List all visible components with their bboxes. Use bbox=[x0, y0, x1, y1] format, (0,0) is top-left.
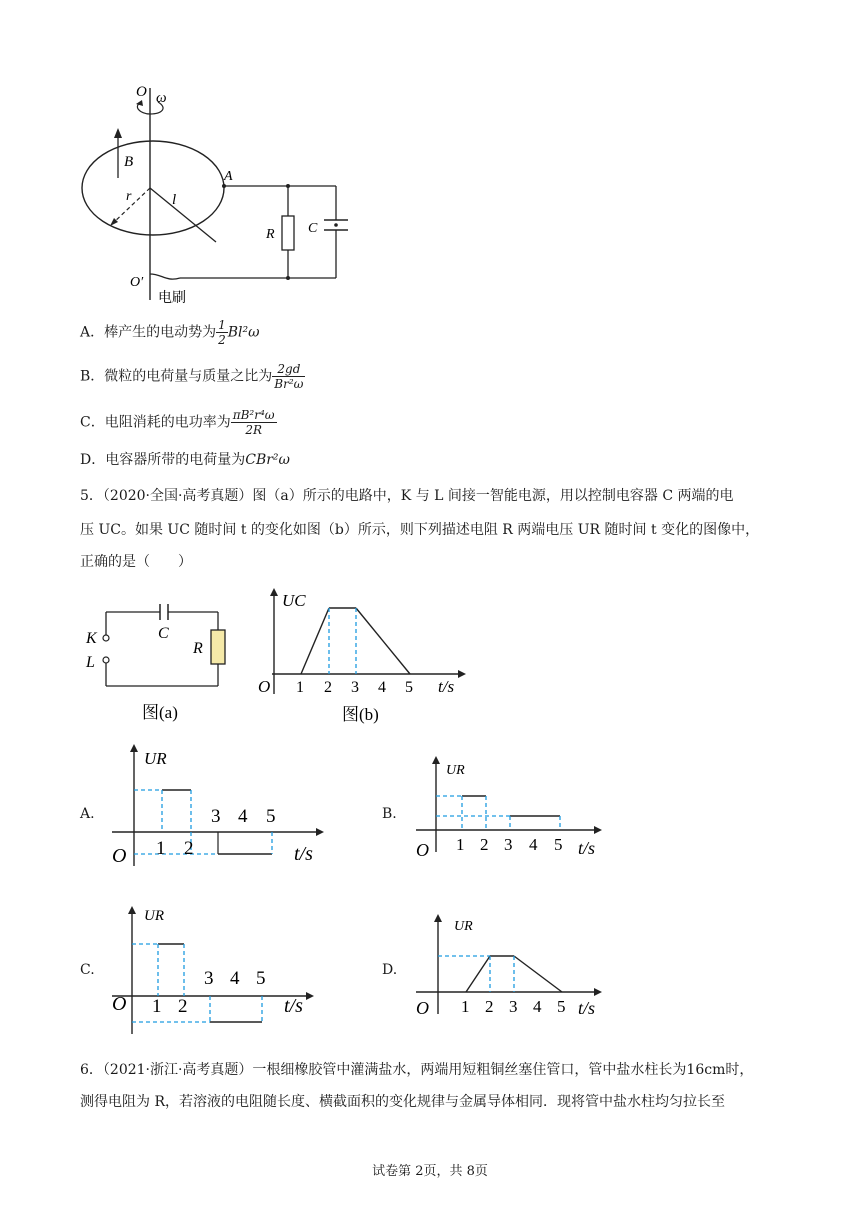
option-a-text: A．棒产生的电动势为 bbox=[80, 324, 217, 341]
frac-num: 1 bbox=[218, 318, 226, 332]
option-a-fraction bbox=[216, 318, 228, 347]
option-c-fraction bbox=[231, 408, 277, 437]
q5-option-c-label[interactable]: C. bbox=[80, 962, 95, 978]
q6-stem-line-2: 测得电阻为 R，若溶液的电阻随长度、横截面积的变化规律与金属导体相同．现将管中盐水柱均匀拉长至 bbox=[80, 1094, 725, 1110]
frac-den: 2R bbox=[245, 423, 262, 437]
tick-2: 2 bbox=[485, 997, 494, 1016]
origin-label: O bbox=[112, 845, 127, 867]
q4-circuit-figure bbox=[70, 80, 370, 310]
uc-axis-label: UC bbox=[282, 591, 306, 610]
b-field-label: B bbox=[124, 154, 134, 170]
origin-label: O bbox=[258, 677, 271, 696]
fig-b-caption: 图(b) bbox=[342, 705, 379, 724]
o-prime-label: O′ bbox=[130, 275, 144, 290]
tick-2: 2 bbox=[184, 838, 194, 859]
tick-4: 4 bbox=[529, 835, 538, 854]
q5-option-c-graph[interactable] bbox=[106, 902, 326, 1038]
uc-trace bbox=[301, 608, 410, 674]
page-footer: 试卷第 2页，共 8页 bbox=[372, 1164, 488, 1179]
q5-option-a-graph[interactable] bbox=[106, 742, 336, 870]
tick-4: 4 bbox=[378, 679, 386, 696]
tick-5: 5 bbox=[266, 806, 276, 827]
ur-axis-label: UR bbox=[144, 908, 164, 924]
brush-label: 电刷 bbox=[158, 291, 186, 306]
q5-option-b-label[interactable]: B. bbox=[382, 806, 397, 822]
tick-5: 5 bbox=[256, 968, 266, 989]
x-axis-label: t/s bbox=[578, 838, 596, 858]
q5-stem-line-2: 压 UC。如果 UC 随时间 t 的变化如图（b）所示，则下列描述电阻 R 两端电压 UR 随时间 t 变化的图像中， bbox=[80, 522, 760, 538]
option-b-text: B．微粒的电荷量与质量之比为 bbox=[80, 368, 273, 385]
q6-stem-line-1: 6．（2021·浙江·高考真题）一根细橡胶管中灌满盐水，两端用短粗铜丝塞住管口，管中盐水柱长为16cm时， bbox=[80, 1062, 754, 1078]
tick-2: 2 bbox=[324, 679, 332, 696]
tick-3: 3 bbox=[509, 997, 518, 1016]
origin-label: O bbox=[112, 993, 127, 1015]
q5-stem-line-3: 正确的是（ ） bbox=[80, 554, 192, 570]
frac-num: πB²r⁴ω bbox=[232, 408, 275, 422]
q5-option-d-graph[interactable] bbox=[410, 910, 610, 1022]
frac-num: 2gd bbox=[272, 362, 305, 377]
origin-label: O bbox=[416, 998, 429, 1018]
capacitor-label: C bbox=[308, 221, 318, 236]
tick-3: 3 bbox=[204, 968, 214, 989]
ur-axis-label: UR bbox=[454, 919, 473, 934]
option-c-text: C．电阻消耗的电功率为 bbox=[80, 414, 231, 431]
tick-1: 1 bbox=[456, 835, 465, 854]
option-a-tail: Bl²ω bbox=[227, 324, 260, 341]
tick-2: 2 bbox=[480, 835, 489, 854]
q4-option-b[interactable] bbox=[80, 362, 305, 391]
ur-axis-label: UR bbox=[446, 763, 465, 778]
tick-5: 5 bbox=[557, 997, 566, 1016]
tick-4: 4 bbox=[238, 806, 248, 827]
option-d-tail: CBr²ω bbox=[245, 452, 290, 468]
ur-axis-label: UR bbox=[144, 749, 167, 768]
q4-option-c[interactable] bbox=[80, 408, 277, 437]
option-b-fraction bbox=[272, 362, 305, 391]
tick-1: 1 bbox=[461, 997, 470, 1016]
rod-l-label: l bbox=[172, 192, 177, 208]
q4-option-d[interactable] bbox=[80, 450, 290, 470]
tick-4: 4 bbox=[533, 997, 542, 1016]
option-d-text: D．电容器所带的电荷量为 bbox=[80, 452, 246, 468]
axis-o-label: O bbox=[136, 84, 147, 100]
q5-option-a-label[interactable]: A. bbox=[80, 806, 95, 822]
x-axis-label: t/s bbox=[284, 995, 303, 1017]
tick-3: 3 bbox=[211, 806, 221, 827]
q5-figure-a bbox=[80, 590, 240, 730]
radius-r-label: r bbox=[126, 189, 132, 204]
tick-5: 5 bbox=[554, 835, 563, 854]
x-axis-label: t/s bbox=[438, 677, 455, 696]
omega-label: ω bbox=[156, 90, 167, 106]
tick-5: 5 bbox=[405, 679, 413, 696]
resistor-r-label: R bbox=[193, 640, 203, 657]
tick-1: 1 bbox=[152, 996, 162, 1017]
tick-1: 1 bbox=[296, 679, 304, 696]
q5-stem-line-1: 5．（2020·全国·高考真题）图（a）所示的电路中，K 与 L 间接一智能电源，用以控制电容器 C 两端的电 bbox=[80, 488, 734, 504]
q5-option-d-label[interactable]: D. bbox=[382, 962, 398, 978]
q5-figure-b bbox=[250, 586, 470, 732]
tick-4: 4 bbox=[230, 968, 240, 989]
tick-2: 2 bbox=[178, 996, 188, 1017]
frac-den: Br²ω bbox=[274, 377, 304, 391]
resistor-label: R bbox=[266, 227, 275, 242]
fig-a-caption: 图(a) bbox=[142, 703, 178, 722]
tick-1: 1 bbox=[156, 838, 166, 859]
q4-option-a[interactable] bbox=[80, 318, 260, 347]
x-axis-label: t/s bbox=[578, 998, 596, 1018]
capacitor-c-label: C bbox=[158, 625, 169, 642]
x-axis-label: t/s bbox=[294, 843, 313, 865]
k-terminal-label: K bbox=[86, 630, 97, 647]
l-terminal-label: L bbox=[86, 654, 95, 671]
tick-3: 3 bbox=[351, 679, 359, 696]
origin-label: O bbox=[416, 840, 429, 860]
frac-den: 2 bbox=[218, 333, 226, 347]
point-a-label: A bbox=[224, 169, 233, 184]
q5-option-b-graph[interactable] bbox=[410, 752, 610, 864]
tick-3: 3 bbox=[504, 835, 513, 854]
